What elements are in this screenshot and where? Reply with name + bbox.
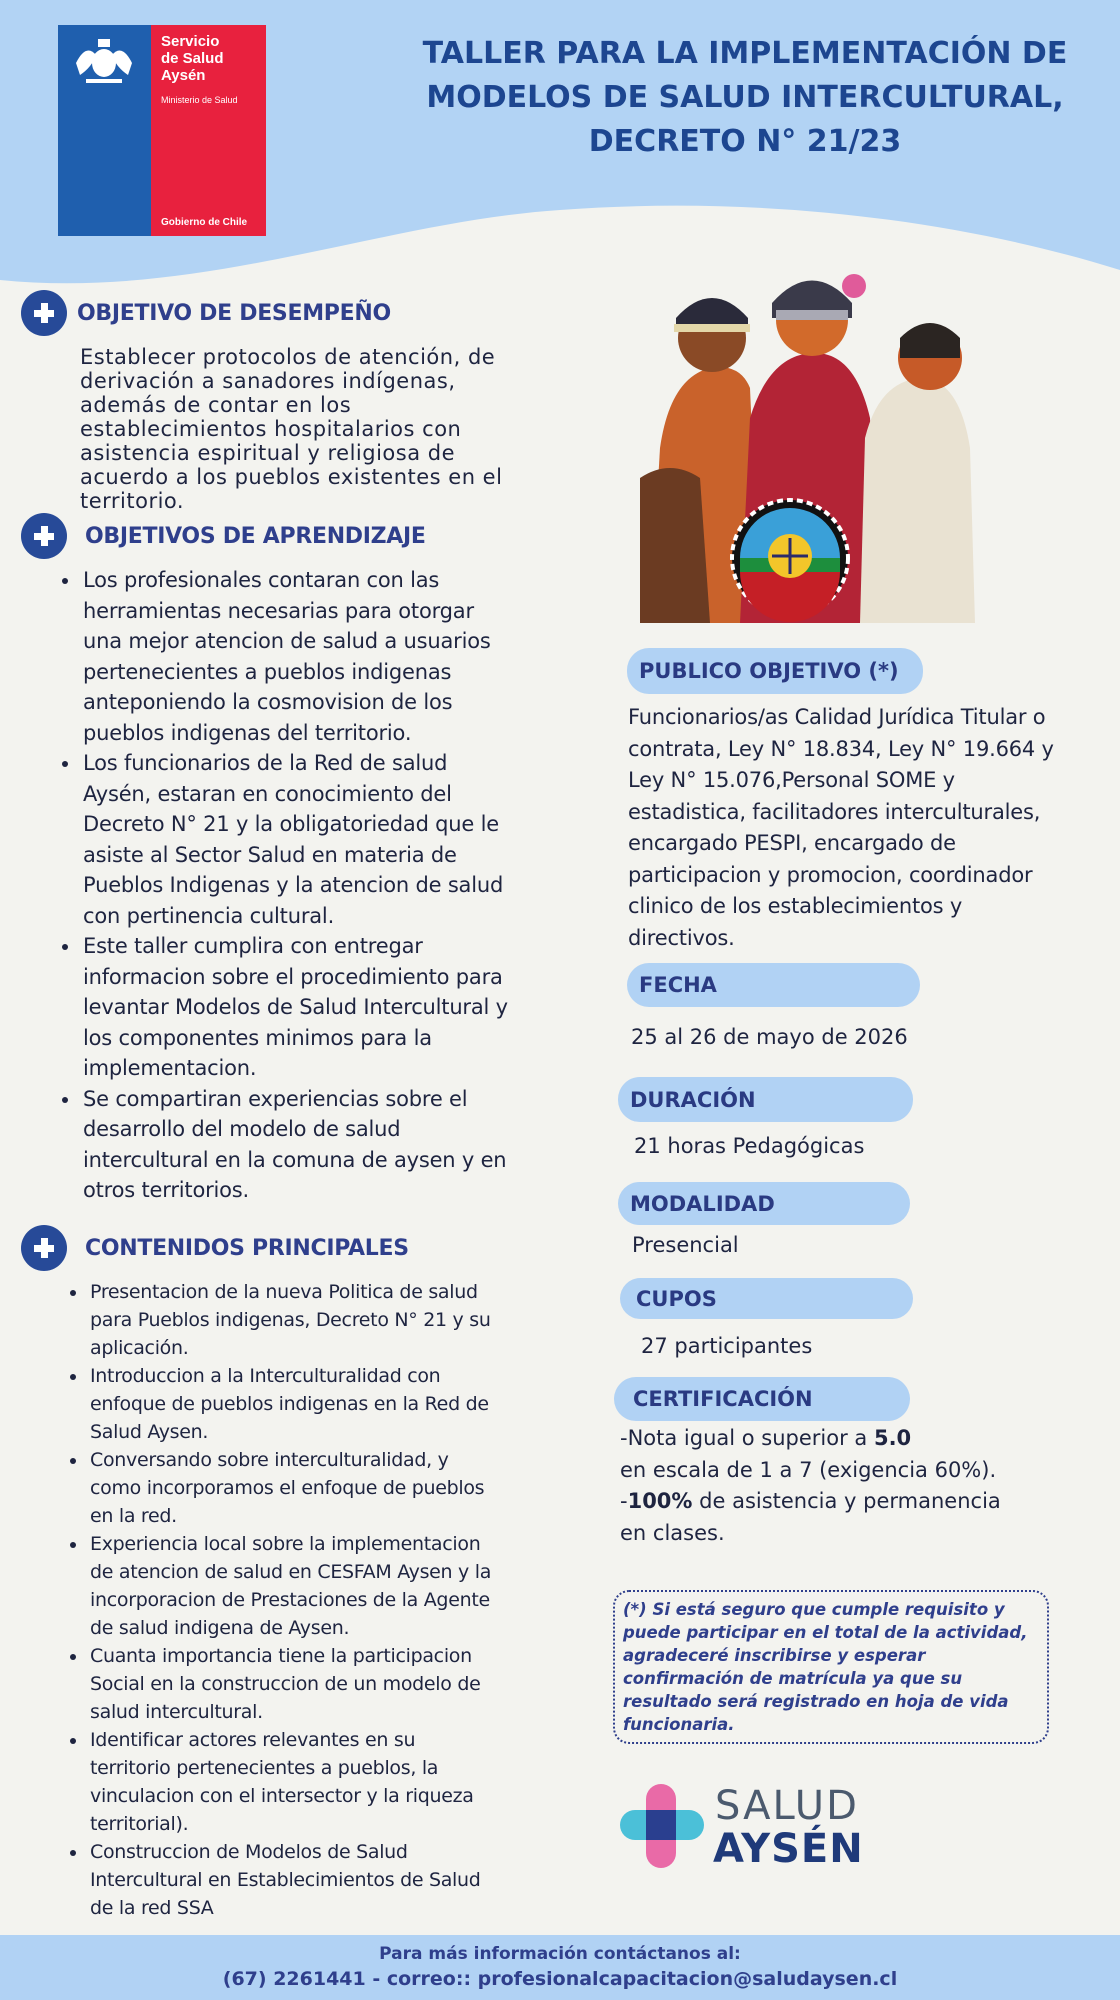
- section-header-objetivo-desempeno: [21, 290, 391, 336]
- duracion-value: 21 horas Pedagógicas: [634, 1134, 865, 1158]
- logo-line-1: Servicio: [161, 33, 220, 50]
- list-item: [88, 1446, 598, 1530]
- page-title: [400, 32, 1090, 164]
- text-line: • Los profesionales contaran con las: [83, 568, 440, 592]
- list-item: [88, 1642, 598, 1726]
- text-line: levantar Modelos de Salud Intercultural y: [83, 995, 508, 1019]
- text-line: en clases.: [620, 1520, 725, 1545]
- fecha-label: FECHA: [627, 963, 920, 1007]
- list-item: [88, 1838, 598, 1922]
- text-line: [620, 1423, 1100, 1455]
- text-line: herramientas necesarias para otorgar: [83, 598, 474, 623]
- list-item: [88, 1726, 598, 1838]
- text-line: • Cuanta importancia tiene la participacion: [90, 1645, 472, 1667]
- cupos-value: 27 participantes: [641, 1334, 813, 1358]
- text-line: participacion y promocion, coordinador: [628, 862, 1033, 887]
- list-item: [81, 565, 591, 748]
- bold-value: 5.0: [873, 1426, 912, 1450]
- modalidad-label: MODALIDAD: [618, 1182, 910, 1225]
- title-line: DECRETO N° 21/23: [588, 124, 902, 159]
- text-line: Social en la construccion de un modelo de: [90, 1673, 481, 1695]
- text-line: agradeceré inscribirse y esperar: [623, 1646, 926, 1665]
- list-item: [81, 1084, 591, 1206]
- text-line: incorporacion de Prestaciones de la Agente: [90, 1589, 490, 1611]
- text-line: funcionaria.: [623, 1715, 735, 1734]
- footer-contact: [0, 1935, 1120, 2000]
- text-line: puede participar en el total de la actividad,: [623, 1623, 1028, 1642]
- list-item: [88, 1278, 598, 1362]
- section-title: OBJETIVOS DE APRENDIZAJE: [85, 523, 426, 549]
- text-line: contrata, Ley N° 18.834, Ley N° 19.664 y: [628, 736, 1054, 761]
- publico-objetivo-label: PUBLICO OBJETIVO (*): [627, 648, 923, 694]
- text-line: Aysén, estaran en conocimiento del: [83, 781, 452, 806]
- cupos-label: CUPOS: [620, 1278, 913, 1319]
- text-line: asistencia espiritual y religiosa de: [80, 441, 455, 465]
- fecha-value: 25 al 26 de mayo de 2026: [631, 1025, 908, 1049]
- text-line: enfoque de pueblos indigenas en la Red de: [90, 1393, 489, 1415]
- text-line: los componentes minimos para la: [83, 1025, 432, 1050]
- text-line: • Introduccion a la Interculturalidad con: [90, 1365, 441, 1387]
- text-line: clinico de los establecimientos y: [628, 894, 963, 918]
- text-line: Intercultural en Establecimientos de Salud: [90, 1869, 481, 1891]
- bold-value: 100%: [627, 1489, 693, 1513]
- coat-of-arms-icon: [66, 33, 142, 89]
- text-line: de salud indigena de Aysen.: [90, 1617, 350, 1639]
- text-line: vinculacion con el intersector y la riqueza: [90, 1785, 474, 1807]
- text-line: derivación a sanadores indígenas,: [80, 369, 456, 393]
- text-line: (*) Si está seguro que cumple requisito y: [623, 1600, 1005, 1619]
- text-line: Salud Aysen.: [90, 1421, 209, 1443]
- text-line: aplicación.: [90, 1337, 189, 1359]
- medical-cross-icon: [21, 513, 67, 559]
- text-line: acuerdo a los pueblos existentes en el: [80, 465, 503, 489]
- text-line: Funcionarios/as Calidad Jurídica Titular o: [628, 705, 1046, 729]
- section-title: OBJETIVO DE DESEMPEÑO: [77, 300, 391, 326]
- text-line: una mejor atencion de salud a usuarios: [83, 629, 491, 653]
- text-line: pertenecientes a pueblos indigenas: [83, 659, 452, 684]
- objetivo-desempeno-text: [80, 345, 560, 513]
- indigenous-peoples-illustration: [640, 258, 985, 623]
- text-line: salud intercultural.: [90, 1701, 263, 1723]
- certificacion-label: CERTIFICACIÓN: [614, 1377, 910, 1421]
- servicio-salud-aysen-logo: [58, 25, 266, 236]
- list-item: [81, 931, 591, 1084]
- section-title: CONTENIDOS PRINCIPALES: [85, 1235, 409, 1261]
- logo-ministry: Ministerio de Salud: [161, 95, 238, 105]
- text-line: anteponiendo la cosmovision de los: [83, 690, 453, 714]
- text-line: territorial).: [90, 1813, 189, 1835]
- text-line: como incorporamos el enfoque de pueblos: [90, 1477, 485, 1499]
- text-line: otros territorios.: [83, 1178, 250, 1202]
- text-line: • Conversando sobre interculturalidad, y: [90, 1449, 449, 1471]
- logo-line-3: Aysén: [161, 67, 206, 84]
- text-line: Establecer protocolos de atención, de: [80, 345, 496, 369]
- footer-line-1: Para más información contáctanos al:: [379, 1944, 741, 1964]
- text-line: establecimientos hospitalarios con: [80, 417, 462, 441]
- text-line: estadistica, facilitadores interculturales,: [628, 799, 1041, 824]
- text-line: confirmación de matrícula ya que su: [623, 1669, 963, 1688]
- text-span: -Nota igual o superior a: [620, 1426, 874, 1450]
- list-item: [81, 748, 591, 931]
- duracion-label: DURACIÓN: [618, 1077, 913, 1122]
- text-line: con pertinencia cultural.: [83, 903, 335, 928]
- text-line: directivos.: [628, 925, 735, 950]
- text-line: • Experiencia local sobre la implementacion: [90, 1533, 481, 1555]
- medical-cross-icon: [21, 290, 67, 336]
- brand-word-salud: SALUD: [715, 1783, 859, 1829]
- text-line: • Este taller cumplira con entregar: [83, 934, 423, 958]
- logo-gobierno: Gobierno de Chile: [161, 217, 248, 228]
- text-line: asiste al Sector Salud en materia de: [83, 842, 457, 867]
- contenidos-list: [66, 1278, 598, 1922]
- text-line: Pueblos Indigenas y la atencion de salud: [83, 873, 504, 897]
- section-header-contenidos: [21, 1225, 409, 1271]
- list-item: [88, 1362, 598, 1446]
- text-line: • Se compartiran experiencias sobre el: [83, 1086, 468, 1111]
- text-line: territorio.: [80, 489, 185, 513]
- footer-contact-line[interactable]: (67) 2261441 - correo:: profesionalcapacitacion@saludaysen.cl: [222, 1968, 898, 1990]
- text-line: [620, 1486, 1100, 1518]
- text-line: • Identificar actores relevantes en su: [90, 1729, 416, 1751]
- text-line: en la red.: [90, 1505, 177, 1527]
- text-line: de atencion de salud en CESFAM Aysen y la: [90, 1561, 492, 1583]
- certificacion-text: [620, 1423, 1100, 1549]
- text-line: además de contar en los: [80, 393, 352, 417]
- text-line: intercultural en la comuna de aysen y en: [83, 1147, 507, 1172]
- text-line: resultado será registrado en hoja de vida: [623, 1692, 1009, 1711]
- text-span: de asistencia y permanencia: [692, 1489, 1001, 1513]
- medical-cross-icon: [21, 1225, 67, 1271]
- text-line: pueblos indigenas del territorio.: [83, 720, 412, 745]
- text-line: para Pueblos indigenas, Decreto N° 21 y su: [90, 1309, 491, 1331]
- text-line: en escala de 1 a 7 (exigencia 60%).: [620, 1457, 997, 1482]
- text-span: -: [620, 1489, 628, 1513]
- objetivos-aprendizaje-list: [59, 565, 591, 1206]
- list-item: [88, 1530, 598, 1642]
- text-line: Ley N° 15.076,Personal SOME y: [628, 768, 955, 792]
- text-line: de la red SSA: [90, 1897, 214, 1919]
- requirement-note: [613, 1590, 1049, 1744]
- title-line: TALLER PARA LA IMPLEMENTACIÓN DE: [422, 36, 1068, 71]
- logo-line-2: de Salud: [161, 50, 224, 67]
- text-line: informacion sobre el procedimiento para: [83, 964, 503, 989]
- text-line: Decreto N° 21 y la obligatoriedad que le: [83, 812, 499, 836]
- brand-word-aysen: AYSÉN: [713, 1826, 864, 1872]
- text-line: • Presentacion de la nueva Politica de salud: [90, 1281, 478, 1303]
- text-line: • Construccion de Modelos de Salud: [90, 1841, 408, 1863]
- section-header-objetivos-aprendizaje: [21, 513, 426, 559]
- title-line: MODELOS DE SALUD INTERCULTURAL,: [426, 80, 1064, 115]
- text-line: • Los funcionarios de la Red de salud: [83, 751, 448, 775]
- text-line: territorio pertenecientes a pueblos, la: [90, 1757, 439, 1779]
- publico-objetivo-text: [628, 702, 1098, 954]
- text-line: desarrollo del modelo de salud: [83, 1117, 401, 1141]
- text-line: implementacion.: [83, 1056, 257, 1080]
- modalidad-value: Presencial: [632, 1233, 739, 1257]
- text-line: encargado PESPI, encargado de: [628, 831, 956, 855]
